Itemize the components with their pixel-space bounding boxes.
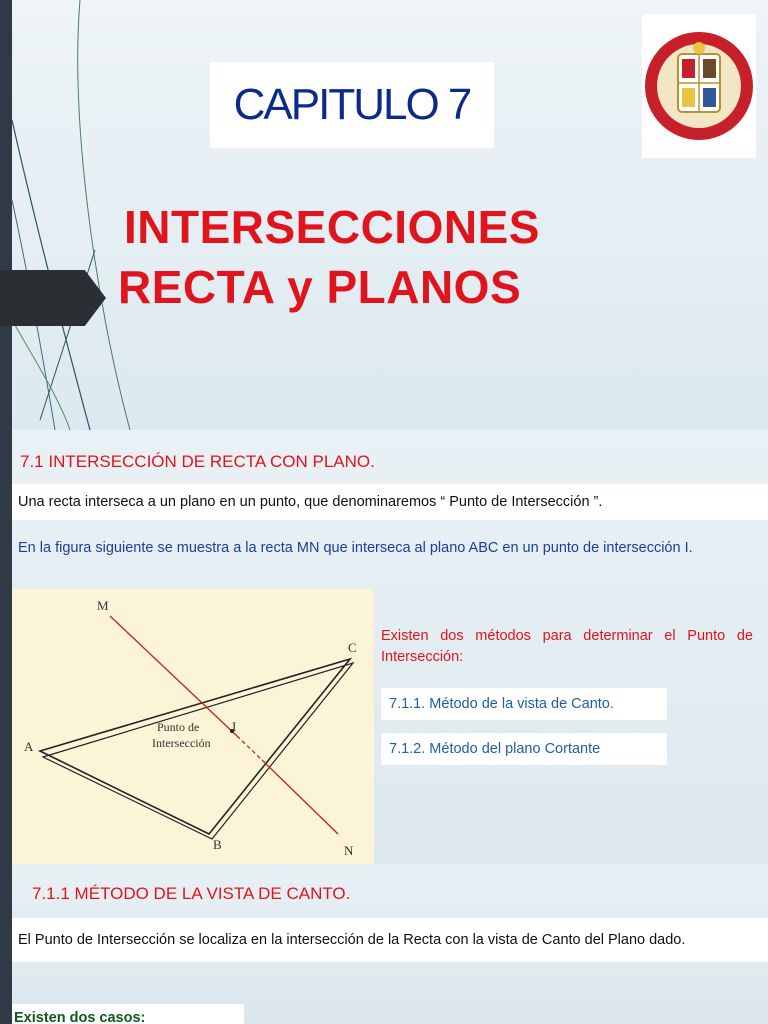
definition-band [12, 484, 768, 520]
point-label-line-2: Intersección [152, 736, 211, 750]
label-a: A [24, 739, 34, 754]
line-mn-hidden [237, 736, 262, 760]
line-mn-visible-lower [262, 760, 338, 834]
definition-text: Una recta interseca a un plano en un punto, que denominaremos “ Punto de Intersección ”. [18, 494, 603, 510]
label-n: N [344, 843, 354, 858]
description-band [12, 918, 768, 962]
description-text: El Punto de Intersección se localiza en la intersección de la Recta con la vista de Canto del Plano dado. [18, 932, 686, 948]
plane-abc-edge [43, 663, 353, 839]
cases-box [12, 1004, 244, 1024]
label-m: M [97, 598, 109, 613]
cases-label: Existen dos casos: [14, 1010, 146, 1024]
section-heading: 7.1 INTERSECCIÓN DE RECTA CON PLANO. [20, 452, 375, 471]
method-1-label: 7.1.1. Método de la vista de Canto. [389, 696, 614, 712]
section-tab-marker [0, 270, 106, 326]
chapter-box [210, 62, 494, 148]
intersection-figure [12, 589, 374, 864]
label-c: C [348, 640, 357, 655]
chapter-title: CAPITULO 7 [233, 80, 471, 129]
main-title-line-1: INTERSECCIONES [124, 201, 540, 253]
section-heading: 7.1.1 MÉTODO DE LA VISTA DE CANTO. [32, 884, 351, 903]
label-i: I [232, 719, 237, 734]
figure-caption: En la figura siguiente se muestra a la recta MN que interseca al plano ABC en un punto de intersección I. [18, 540, 693, 556]
section-slide-7-1 [0, 430, 768, 864]
decorative-lines [0, 0, 140, 430]
point-label-line-1: Punto de [157, 720, 200, 734]
university-seal-icon [642, 14, 756, 158]
method-2-label: 7.1.2. Método del plano Cortante [389, 741, 601, 757]
method-2-box [381, 733, 667, 765]
label-b: B [213, 837, 222, 852]
slide-edge-bar [0, 864, 12, 1024]
methods-intro: Existen dos métodos para determinar el Punto de Intersección: [381, 628, 753, 665]
main-title-line-2: RECTA y PLANOS [118, 261, 522, 313]
method-1-box [381, 688, 667, 720]
section-slide-7-1-1 [0, 864, 768, 1024]
figure-drawing [12, 589, 374, 864]
slide-edge-bar [0, 430, 12, 864]
title-slide [0, 0, 768, 430]
